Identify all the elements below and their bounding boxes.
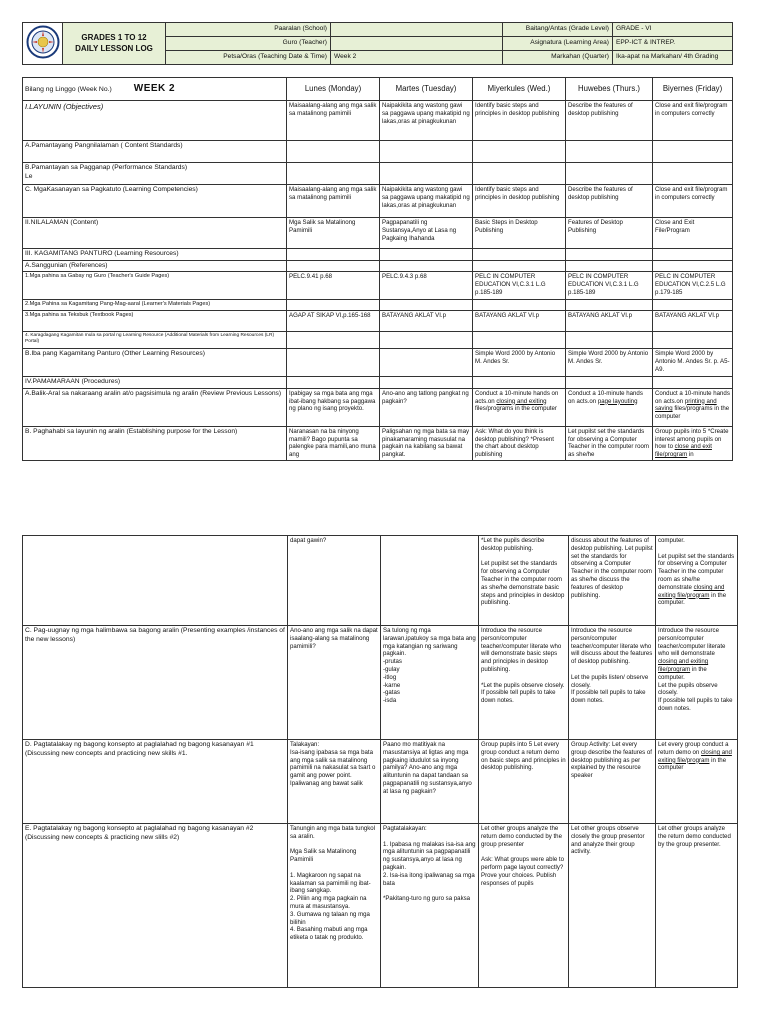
cell-textbook-fri: BATAYANG AKLAT VI.p <box>653 311 733 332</box>
cell-layunin-thu: Describe the features of desktop publishing <box>566 101 653 141</box>
cell-balik-aral-wed: Conduct a 10-minute hands on acts.on closing and exiting files/programs in the computer <box>473 388 566 426</box>
food-list-item: -gulay <box>383 665 400 673</box>
cell-balik-aral-fri: Conduct a 10-minute hands on acts.on printing and saving files/programs in the computer <box>653 388 733 426</box>
salik-item: 2. Piliin ang mga pagkain na mura at masustansya. <box>290 895 367 910</box>
cell-paghahabi-fri: Group pupils into 5 *Create interest among pupils on how to close and exit file/program in <box>653 426 733 460</box>
row-label-layunin: I.LAYUNIN (Objectives) <box>23 101 287 141</box>
row-label-textbook: 3.Mga pahina sa Teksbuk (Textbook Pages) <box>23 311 287 332</box>
asignatura-value: EPP-ICT & INTREP. <box>613 37 733 51</box>
markahan-label: Markahan (Quarter) <box>503 51 613 65</box>
cell-pagtatalakay1-thu: Group Activity: Let every group describe the features of desktop publishing as per explained by the resource speaker <box>569 740 656 824</box>
baitang-value: GRADE - VI <box>613 23 733 37</box>
day-header-wednesday: Miyerkules (Wed.) <box>473 78 566 101</box>
food-list-item: -karne <box>383 681 401 689</box>
row-content-standards <box>23 141 733 163</box>
cell-pagtatalakay2-mon: Tanungin ang mga bata tungkol sa aralin. Mga Salik sa Matalinong Pamimili 1. Magkaroon ng sapat na kaalaman sa pamimili ng ibat-ibang sangkap. 2. Piliin ang mga pagkain na mura at masustansya. 3. Gumawa ng talaan ng mga bilihin 4. Basahing mabuti ang mga etiketa o tatak ng produkto. <box>288 824 381 988</box>
lesson-log-table-page2 <box>22 535 738 988</box>
cell-pag-uugnay-wed: Introduce the resource person/computer teacher/computer literate who will demonstrate basic steps and principles in desktop publishing. *Let the pupils observe closely. If possible tell pupils to take down notes. <box>479 626 569 740</box>
column-header-row <box>23 78 733 101</box>
baitang-label: Baitang/Antas (Grade Level) <box>503 23 613 37</box>
paaralan-label: Paaralan (School) <box>166 23 331 37</box>
row-teacher-guide <box>23 272 733 300</box>
cell-pagtatalakay2-fri: Let other groups analyze the return demo conducted by the group presenter. <box>656 824 738 988</box>
deped-seal-logo <box>23 23 63 65</box>
cell-nilalaman-wed: Basic Steps in Desktop Publishing <box>473 218 566 249</box>
salik-item: 1. Magkaroon ng sapat na kaalaman sa pamimili ng ibat-ibang sangkap. <box>290 871 371 895</box>
cell-competencies-mon: Maisaalang-alang ang mga salik sa matalinong pamimili <box>287 185 380 218</box>
row-label-paghahabi: B. Paghahabi sa layunin ng aralin (Establishing purpose for the Lesson) <box>23 426 287 460</box>
row-lr-portal <box>23 332 733 349</box>
cell-balik-aral-thu: Conduct a 10-minute hands on acts.on page layouting <box>566 388 653 426</box>
cell-layunin-wed: Identify basic steps and principles in desktop publishing <box>473 101 566 141</box>
food-list-item: -itlog <box>383 673 397 681</box>
row-label-learner-materials: 2.Mga Pahina sa Kagamitang Pang-Mag-aaral (Learner's Materials Pages) <box>23 300 287 311</box>
cell-textbook-thu: BATAYANG AKLAT VI.p <box>566 311 653 332</box>
food-list-item: -prutas <box>383 658 402 666</box>
cell-competencies-wed: Identify basic steps and principles in desktop publishing <box>473 185 566 218</box>
row-label-pagtatalakay-2: E. Pagtatalakay ng bagong konsepto at paglalahad ng bagong kasanayan #2 (Discussing new concepts & practicing new slills #2) <box>23 824 288 988</box>
cell-pagtatalakay2-wed: Let other groups analyze the return demo conducted by the group presenter Ask: What groups were able to perform page layout correctly? Prove your choices. Publish responses of pupils <box>479 824 569 988</box>
cell-paghahabi-mon: Naranasan na ba ninyong mamili? Bago pupunta sa palengke para mamili,ano muna ang <box>287 426 380 460</box>
row-label-pamamaraan: IV.PAMAMARAAN (Procedures) <box>23 377 287 389</box>
cell-competencies-fri: Close and exit file/program in computers correctly <box>653 185 733 218</box>
cell-nilalaman-tue: Pagpapanatili ng Sustansya,Anyo at Lasa ng Pagkaing Ihahanda <box>380 218 473 249</box>
day-header-monday: Lunes (Monday) <box>287 78 380 101</box>
cell-other-res-wed: Simple Word 2000 by Antonio M. Andes Sr. <box>473 349 566 377</box>
cell-pag-uugnay-mon: Ano-ano ang mga salik na dapat isaalang-alang sa matalinong pamimili? <box>288 626 381 740</box>
cell-guide-wed: PELC IN COMPUTER EDUCATION VI,C.3.1 L.G p.185-189 <box>473 272 566 300</box>
cell-guide-tue: PELC.9.4.3 p.68 <box>380 272 473 300</box>
row-label-pagtatalakay-1: D. Pagtatalakay ng bagong konsepto at paglalahad ng bagong kasanayan #1 (Discussing new concepts and practicing new skills #1. <box>23 740 288 824</box>
paaralan-value <box>331 23 503 37</box>
row-paghahabi <box>23 426 733 460</box>
week-label-cell <box>23 78 287 101</box>
petsa-label: Petsa/Oras (Teaching Date & Time) <box>166 51 331 65</box>
row-textbook <box>23 311 733 332</box>
cell-textbook-mon: AGAP AT SIKAP VI,p.165-168 <box>287 311 380 332</box>
cell-pag-uugnay-thu: Introduce the resource person/computer teacher/computer literate who will discuss about the features of desktop publishing. Let the pupils listen/ observe closely. If possible tell pupils to take down notes. <box>569 626 656 740</box>
row-paghahabi-cont <box>23 536 738 626</box>
cell-paghahabi-wed-cont: *Let the pupils describe desktop publishing. Let pupilst set the standards for observing a Computer Teacher in the computer room as she/he demonstrate basic steps and principles in desktop publishing. <box>479 536 569 626</box>
day-header-friday: Biyernes (Friday) <box>653 78 733 101</box>
cell-pagtatalakay2-thu: Let other groups observe closely the group presentor and analyze their group activity. <box>569 824 656 988</box>
row-label-lr-portal: 4. Karagdagang Kagamitan mula sa portal ng Learning Resource (Additional Materials from Learning Resources (LR) Portal) <box>23 332 287 349</box>
food-list-item: -isda <box>383 697 397 705</box>
salik-item: 3. Gumawa ng talaan ng mga bilihin <box>290 910 370 926</box>
doc-title-line2: DAILY LESSON LOG <box>75 43 153 53</box>
cell-pag-uugnay-fri: Introduce the resource person/computer teacher/computer literate who will demonstrate closing and exiting file/program in the computer. Let the pupils observe closely. If possible tell pupils to take down notes. <box>656 626 738 740</box>
cell-pagtatalakay1-wed: Group pupils into 5 Let every group conduct a return demo on basic steps and principles in desktop publishing. <box>479 740 569 824</box>
row-balik-aral <box>23 388 733 426</box>
cell-competencies-tue: Naipakikita ang wastong gawi sa paggawa upang makatipid ng lakas,oras at pinagkukunan <box>380 185 473 218</box>
salik-item: 4. Basahing mabuti ang mga etiketa o tatak ng produkto. <box>290 926 368 942</box>
row-performance-standards <box>23 163 733 185</box>
cell-paghahabi-mon-cont: dapat gawin? <box>288 536 381 626</box>
cell-paghahabi-thu-cont: discuss about the features of desktop publishing. Let pupilst set the standards for observing a Computer Teacher in the computer room as she/he discuss the features of desktop publishing. <box>569 536 656 626</box>
asignatura-label: Asignatura (Learning Area) <box>503 37 613 51</box>
petsa-value: Week 2 <box>331 51 503 65</box>
guro-label: Guro (Teacher) <box>166 37 331 51</box>
cell-other-res-fri: Simple Word 2000 by Antonio M. Andes Sr. p. A5-A9. <box>653 349 733 377</box>
cell-pagtatalakay1-tue: Paano mo matitiyak na masustansiya at ligtas ang mga pagkaing idudulot sa inyong pamilya? Ano-ano ang mga alituntunin na dapat tandaan sa pagpapanatili ng sustansya,anyo at lasa ng pagkain? <box>381 740 479 824</box>
day-header-tuesday: Martes (Tuesday) <box>380 78 473 101</box>
performance-standards-sub: Le <box>25 172 33 180</box>
row-competencies <box>23 185 733 218</box>
cell-balik-aral-mon: Ipabigay sa mga bata ang mga ibat-ibang hakbang sa paggawa ng plano ng isang proyekto. <box>287 388 380 426</box>
row-pag-uugnay <box>23 626 738 740</box>
doc-title <box>63 23 166 65</box>
row-kagamitan <box>23 249 733 261</box>
cell-guide-mon: PELC.9.41 p.68 <box>287 272 380 300</box>
seal-icon <box>26 25 60 59</box>
row-label-kagamitan: III. KAGAMITANG PANTURO (Learning Resources) <box>23 249 287 261</box>
row-label-pag-uugnay: C. Pag-uugnay ng mga halimbawa sa bagong aralin (Presenting examples /instances of the new lessons) <box>23 626 288 740</box>
cell-pag-uugnay-tue: Sa tulong ng mga larawan,ipatukoy sa mga bata ang mga katangian ng sariwang pagkain. -prutas -gulay -itlog -karne -gatas -isda <box>381 626 479 740</box>
cell-layunin-fri: Close and exit file/program in computers correctly <box>653 101 733 141</box>
performance-standards-label: B.Pamantayan sa Pagganap (Performance Standards) <box>25 164 188 171</box>
row-label-other-resources: B.Iba pang Kagamitang Panturo (Other Learning Resources) <box>23 349 287 377</box>
cell-pagtatalakay1-fri: Let every group conduct a return demo on closing and exiting file/program in the computer <box>656 740 738 824</box>
cell-pagtatalakay2-tue: Pagtatalakayan: 1. Ipabasa ng malakas isa-isa ang mga alituntunin sa pagpapanatili ng sustansya,anyo at lasa ng pagkain. 2. Isa-isa itong ipaliwanag sa mga bata *Pakitang-turo ng guro sa paksa <box>381 824 479 988</box>
cell-nilalaman-mon: Mga Salik sa Matalinong Pamimili <box>287 218 380 249</box>
row-pagtatalakay-2 <box>23 824 738 988</box>
doc-title-line1: GRADES 1 TO 12 <box>81 32 147 42</box>
row-layunin <box>23 101 733 141</box>
row-label-teacher-guide: 1.Mga pahina sa Gabay ng Guro (Teacher's Guide Pages) <box>23 272 287 300</box>
cell-pagtatalakay1-mon: Talakayan: Isa-isang ipabasa sa mga bata ang mga salik sa matalinong pamimili na nakasulat sa tsart o gamit ang power point. Ipaliwanag ang bawat salik <box>288 740 381 824</box>
cell-paghahabi-fri-cont: computer. Let pupilst set the standards for observing a Computer Teacher in the computer room as she/he demonstrate closing and exiting file/program in the computer. <box>656 536 738 626</box>
cell-layunin-mon: Maisaalang-alang ang mga salik sa matalinong pamimili <box>287 101 380 141</box>
row-label-nilalaman: II.NILALAMAN (Content) <box>23 218 287 249</box>
cell-competencies-thu: Describe the features of desktop publishing <box>566 185 653 218</box>
cell-paghahabi-tue: Paligsahan ng mga bata sa may pinakamaraming masusulat na pagkain na kabilang sa bawat pangkat. <box>380 426 473 460</box>
cell-paghahabi-thu: Let pupilst set the standards for observing a Computer Teacher in the computer room as she/he <box>566 426 653 460</box>
row-label-competencies: C. MgaKasanayan sa Pagkatuto (Learning Competencies) <box>23 185 287 218</box>
row-label-performance-standards <box>23 163 287 185</box>
row-pamamaraan <box>23 377 733 389</box>
day-header-thursday: Huwebes (Thurs.) <box>566 78 653 101</box>
food-list-item: -gatas <box>383 689 400 697</box>
cell-textbook-wed: BATAYANG AKLAT VI.p <box>473 311 566 332</box>
row-pagtatalakay-1 <box>23 740 738 824</box>
row-label-sanggunian: A.Sanggunian (References) <box>23 260 287 272</box>
cell-guide-thu: PELC IN COMPUTER EDUCATION VI,C.3.1 L.G p.185-189 <box>566 272 653 300</box>
cell-nilalaman-thu: Features of Desktop Publishing <box>566 218 653 249</box>
week-label: Bilang ng Linggo (Week No.) <box>25 85 112 93</box>
row-label-balik-aral: A.Balik-Aral sa nakaraang aralin at/o pagsisimula ng aralin (Review Previous Lessons) <box>23 388 287 426</box>
row-nilalaman <box>23 218 733 249</box>
markahan-value: Ika-apat na Markahan/ 4th Grading <box>613 51 733 65</box>
week-value: WEEK 2 <box>133 82 176 94</box>
cell-balik-aral-tue: Ano-ano ang tatlong pangkat ng pagkain? <box>380 388 473 426</box>
lesson-log-table-page1 <box>22 77 733 461</box>
cell-other-res-thu: Simple Word 2000 by Antonio M. Andes Sr. <box>566 349 653 377</box>
cell-layunin-tue: Naipakikita ang wastong gawi sa paggawa upang makatipid ng lakas,oras at pinagkukunan <box>380 101 473 141</box>
row-label-content-standards: A.Pamantayang Pangnilalaman ( Content Standards) <box>23 141 287 163</box>
row-other-resources <box>23 349 733 377</box>
row-learner-materials <box>23 300 733 311</box>
cell-nilalaman-fri: Close and Exit File/Program <box>653 218 733 249</box>
cell-paghahabi-wed: Ask: What do you think is desktop publishing? *Present the chart about desktop publishing <box>473 426 566 460</box>
header-table <box>22 22 733 65</box>
cell-textbook-tue: BATAYANG AKLAT VI.p <box>380 311 473 332</box>
row-sanggunian <box>23 260 733 272</box>
guro-value <box>331 37 503 51</box>
cell-guide-fri: PELC IN COMPUTER EDUCATION VI,C.2.5 L.G p.179-185 <box>653 272 733 300</box>
